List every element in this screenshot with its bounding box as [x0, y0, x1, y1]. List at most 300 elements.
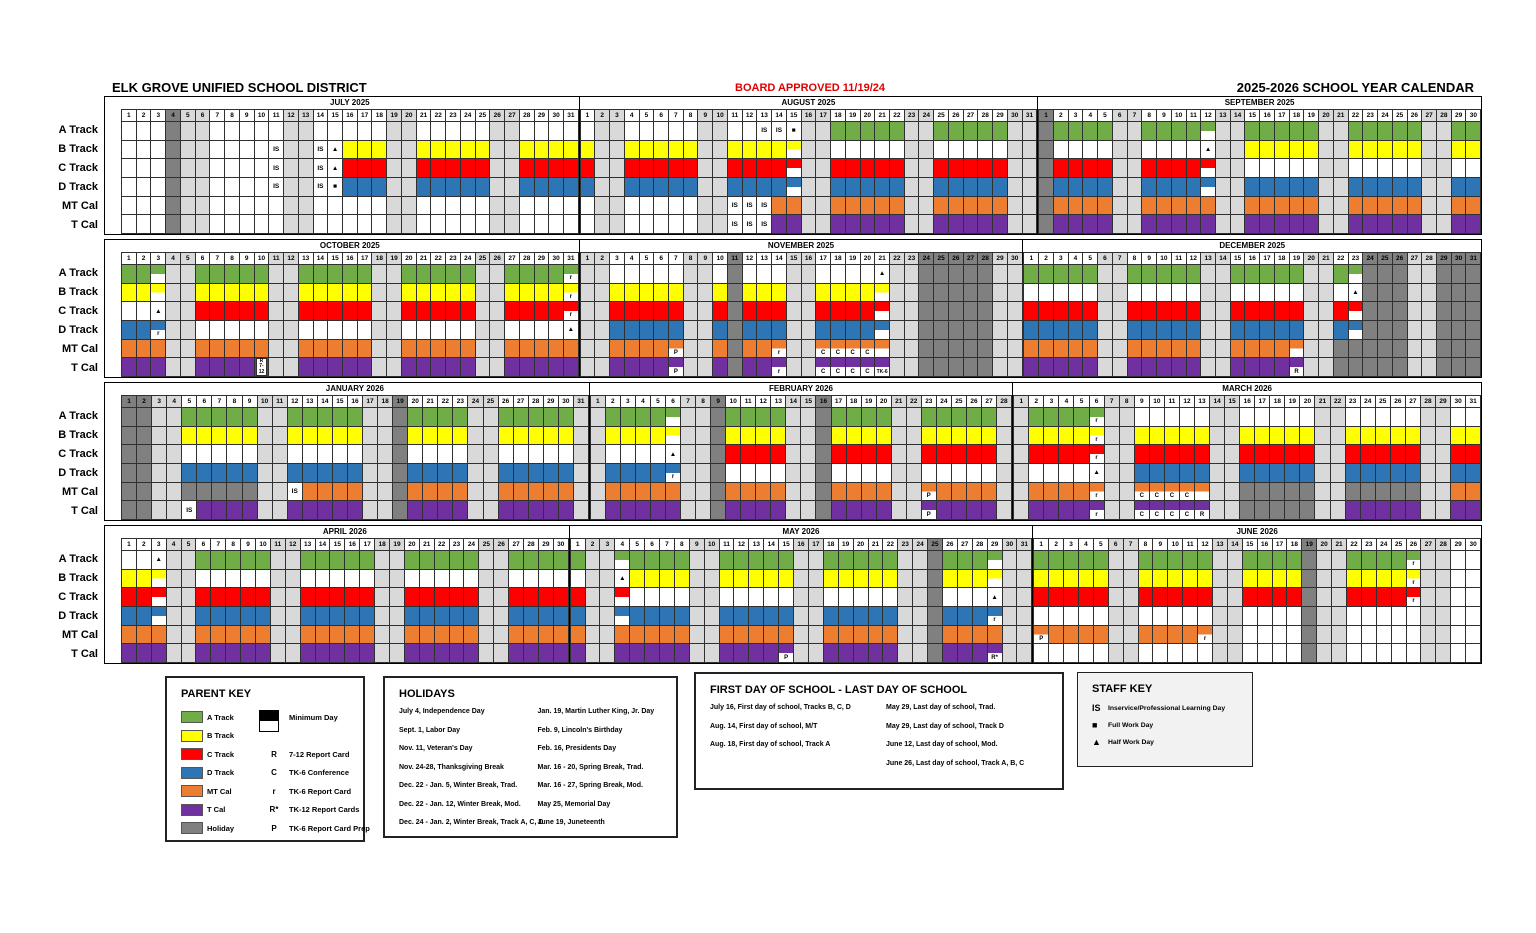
day-cell [1273, 644, 1288, 663]
day-cell [151, 159, 166, 178]
day-cell [299, 141, 314, 160]
day-cell [741, 501, 756, 520]
day-cell [1187, 122, 1202, 141]
day-number: 9 [241, 539, 256, 551]
day-cell [240, 215, 255, 234]
day-cell [571, 551, 586, 570]
day-cell [757, 122, 772, 141]
day-number: 29 [535, 253, 550, 265]
day-cell [743, 340, 758, 359]
day-cell [907, 501, 922, 520]
day-cell [967, 408, 982, 427]
day-cell [636, 501, 651, 520]
cell-mark: ▲ [1204, 145, 1212, 153]
day-cell [420, 570, 435, 589]
day-cell [595, 284, 610, 303]
cell-mark: R [1199, 511, 1205, 518]
day-number: 19 [1302, 539, 1317, 551]
day-number: 2 [137, 396, 152, 408]
day-cell [1437, 358, 1452, 377]
day-cell [1285, 445, 1300, 464]
day-number: 16 [794, 539, 809, 551]
day-cell [1349, 284, 1364, 303]
day-cell [137, 501, 152, 520]
day-cell [978, 265, 993, 284]
day-number: 21 [875, 110, 890, 122]
day-cell [494, 588, 509, 607]
day-cell [1142, 178, 1157, 197]
day-cell [1393, 215, 1408, 234]
day-cell [1128, 178, 1143, 197]
day-cell [1275, 340, 1290, 359]
day-cell [196, 141, 211, 160]
day-cell [934, 340, 949, 359]
day-cell [1452, 122, 1467, 141]
day-cell [520, 197, 535, 216]
first-day-column [710, 704, 886, 778]
day-cell [363, 464, 378, 483]
day-cell [949, 340, 964, 359]
track-row [570, 588, 1033, 607]
day-cell [1168, 626, 1183, 645]
day-cell [1466, 644, 1481, 663]
day-cell [1183, 644, 1198, 663]
day-cell [1331, 408, 1346, 427]
day-number: 22 [1349, 110, 1364, 122]
day-cell [615, 607, 630, 626]
day-cell [438, 501, 453, 520]
day-number: 31 [1466, 396, 1481, 408]
day-cell [1285, 427, 1300, 446]
cell-mark: ▲ [331, 145, 339, 153]
legend-symbol: C [271, 768, 277, 778]
day-cell [890, 265, 905, 284]
board-approved-text: BOARD APPROVED 11/19/24 [735, 82, 885, 94]
day-cell [832, 427, 847, 446]
day-cell [544, 464, 559, 483]
day-cell [1451, 445, 1466, 464]
day-cell [256, 607, 271, 626]
day-cell [832, 464, 847, 483]
day-cell [571, 626, 586, 645]
day-cell [166, 159, 181, 178]
day-cell [225, 122, 240, 141]
day-cell [1023, 215, 1038, 234]
day-number: 16 [343, 110, 358, 122]
day-cell [610, 340, 625, 359]
day-cell [993, 302, 1008, 321]
day-cell [417, 340, 432, 359]
day-number: 18 [1290, 110, 1305, 122]
day-cell [919, 215, 934, 234]
cell-mark: IS [291, 487, 298, 495]
day-cell [468, 408, 483, 427]
day-cell [122, 644, 137, 663]
day-cell [846, 215, 861, 234]
day-cell [1105, 427, 1120, 446]
month-title: FEBRUARY 2026 [768, 384, 833, 393]
day-cell [728, 141, 743, 160]
day-cell [698, 178, 713, 197]
day-cell [484, 445, 499, 464]
day-cell [358, 302, 373, 321]
day-cell [846, 197, 861, 216]
day-cell [358, 321, 373, 340]
day-cell [197, 483, 212, 502]
day-cell [1228, 588, 1243, 607]
day-number: 10 [1172, 110, 1187, 122]
day-cell [167, 408, 182, 427]
day-cell [343, 122, 358, 141]
day-number: 7 [669, 110, 684, 122]
day-number: 2 [1054, 110, 1069, 122]
day-cell [1287, 644, 1302, 663]
staff-key-label: Half Work Day [1108, 738, 1154, 746]
cell-mark: r [1412, 598, 1415, 605]
day-cell [387, 265, 402, 284]
cell-mark: r [569, 293, 573, 300]
day-cell [726, 501, 741, 520]
day-cell [408, 464, 423, 483]
day-number: 2 [1039, 253, 1054, 265]
day-cell [1240, 501, 1255, 520]
day-cell [255, 141, 270, 160]
day-cell [862, 464, 877, 483]
day-cell [982, 464, 997, 483]
first-day-item: Aug. 18, First day of school, Track A [710, 741, 831, 748]
day-cell [1083, 215, 1098, 234]
day-cell [809, 588, 824, 607]
day-cell [1319, 141, 1334, 160]
day-cell [1346, 483, 1361, 502]
day-number-row [121, 395, 589, 408]
day-cell [743, 215, 758, 234]
day-cell [937, 501, 952, 520]
day-cell [610, 321, 625, 340]
day-cell [1098, 302, 1113, 321]
day-cell [151, 358, 166, 377]
day-cell [1334, 358, 1349, 377]
day-cell [591, 483, 606, 502]
day-number: 11 [273, 396, 288, 408]
day-number: 26 [494, 539, 509, 551]
day-cell [1466, 607, 1481, 626]
day-cell [1437, 215, 1452, 234]
day-cell [690, 570, 705, 589]
day-cell [1406, 445, 1421, 464]
day-cell [137, 626, 152, 645]
day-cell [1290, 159, 1305, 178]
day-cell [705, 551, 720, 570]
day-cell [1124, 588, 1139, 607]
day-number: 19 [846, 110, 861, 122]
day-number: 20 [1319, 110, 1334, 122]
day-number: 21 [892, 396, 907, 408]
day-number: 8 [696, 396, 711, 408]
day-cell [741, 427, 756, 446]
day-cell [1407, 570, 1422, 589]
day-cell [625, 302, 640, 321]
day-cell [1466, 358, 1481, 377]
day-cell [520, 321, 535, 340]
cell-mark: r [1095, 418, 1098, 425]
day-number: 1 [1034, 539, 1049, 551]
day-cell [438, 408, 453, 427]
day-number: 17 [358, 253, 373, 265]
day-cell [539, 551, 554, 570]
day-cell [905, 321, 920, 340]
day-cell [684, 302, 699, 321]
day-cell [301, 607, 316, 626]
cell-mark: C [1139, 492, 1144, 499]
day-cell [1228, 626, 1243, 645]
day-cell [269, 340, 284, 359]
day-cell [1421, 483, 1436, 502]
day-number: 13 [299, 253, 314, 265]
day-cell [734, 570, 749, 589]
day-cell [1059, 445, 1074, 464]
day-cell [1172, 215, 1187, 234]
day-cell [1240, 427, 1255, 446]
day-cell [831, 321, 846, 340]
day-cell [610, 122, 625, 141]
day-cell [875, 159, 890, 178]
day-cell [586, 570, 601, 589]
day-cell [713, 197, 728, 216]
day-cell [197, 445, 212, 464]
day-cell [1437, 178, 1452, 197]
day-cell [890, 141, 905, 160]
day-number: 15 [787, 253, 802, 265]
day-cell [779, 644, 794, 663]
day-number: 11 [1165, 396, 1180, 408]
day-cell [372, 178, 387, 197]
day-cell [1377, 644, 1392, 663]
day-cell [757, 302, 772, 321]
day-cell [982, 427, 997, 446]
day-cell [756, 445, 771, 464]
day-cell [1069, 141, 1084, 160]
day-number: 23 [446, 253, 461, 265]
day-cell [581, 358, 596, 377]
day-cell [591, 445, 606, 464]
day-cell [1074, 408, 1089, 427]
day-cell [586, 551, 601, 570]
day-cell [832, 408, 847, 427]
day-cell [1029, 483, 1044, 502]
day-cell [1285, 408, 1300, 427]
day-cell [654, 265, 669, 284]
staff-key-title: STAFF KEY [1092, 683, 1153, 695]
day-number: 7 [210, 253, 225, 265]
day-cell [1363, 178, 1378, 197]
day-cell [301, 644, 316, 663]
day-cell [225, 197, 240, 216]
day-number: 26 [1408, 110, 1423, 122]
day-cell [847, 445, 862, 464]
day-cell [1332, 626, 1347, 645]
day-cell [1436, 501, 1451, 520]
day-cell [728, 284, 743, 303]
day-cell [240, 122, 255, 141]
day-cell [875, 321, 890, 340]
day-cell [299, 265, 314, 284]
day-cell [734, 644, 749, 663]
day-number: 12 [743, 110, 758, 122]
day-number: 18 [1270, 396, 1285, 408]
day-cell [1098, 265, 1113, 284]
day-cell [1466, 284, 1481, 303]
day-cell [1393, 159, 1408, 178]
day-number: 14 [1216, 253, 1231, 265]
holiday-item: May 25, Memorial Day [537, 800, 611, 808]
day-cell [1187, 321, 1202, 340]
day-number: 11 [1172, 253, 1187, 265]
day-cell [1157, 340, 1172, 359]
day-cell [802, 265, 817, 284]
day-cell [484, 501, 499, 520]
day-cell [1393, 122, 1408, 141]
day-cell [734, 551, 749, 570]
day-cell [402, 358, 417, 377]
day-cell [681, 445, 696, 464]
day-cell [1150, 445, 1165, 464]
day-cell [1408, 302, 1423, 321]
day-cell [890, 215, 905, 234]
day-cell [764, 551, 779, 570]
day-cell [861, 340, 876, 359]
day-cell [681, 427, 696, 446]
month-title: APRIL 2026 [322, 527, 367, 536]
day-cell [166, 321, 181, 340]
day-cell [1300, 483, 1315, 502]
day-number: 8 [226, 539, 241, 551]
cell-mark: IS [186, 506, 193, 514]
cell-mark: C [1184, 511, 1190, 518]
day-cell [167, 501, 182, 520]
day-cell [988, 644, 1003, 663]
day-cell [256, 588, 271, 607]
day-cell [1243, 551, 1258, 570]
track-label-c-track: C Track [58, 162, 98, 174]
day-cell [182, 607, 197, 626]
day-cell [801, 483, 816, 502]
day-cell [1064, 607, 1079, 626]
day-cell [958, 551, 973, 570]
day-cell [905, 284, 920, 303]
day-cell [1273, 607, 1288, 626]
day-cell [360, 570, 375, 589]
day-cell [654, 358, 669, 377]
day-number: 15 [1243, 539, 1258, 551]
cell-mark: C [850, 368, 855, 375]
day-cell [1216, 321, 1231, 340]
day-cell [846, 321, 861, 340]
day-cell [137, 284, 152, 303]
day-cell [615, 588, 630, 607]
day-cell [446, 178, 461, 197]
day-cell [509, 626, 524, 645]
day-cell [393, 501, 408, 520]
day-cell [1044, 483, 1059, 502]
day-cell [1213, 588, 1228, 607]
last-day-item: May 29, Last day of school, Track D [886, 722, 1004, 730]
day-cell [690, 644, 705, 663]
day-cell [549, 122, 564, 141]
day-cell [1195, 464, 1210, 483]
day-cell [1392, 570, 1407, 589]
day-cell [581, 159, 596, 178]
day-cell [892, 501, 907, 520]
day-cell [535, 159, 550, 178]
day-cell [757, 215, 772, 234]
track-row [1033, 551, 1481, 570]
day-cell [1090, 483, 1105, 502]
month-title: JANUARY 2026 [325, 384, 384, 393]
day-cell [1216, 122, 1231, 141]
day-number: 13 [301, 539, 316, 551]
day-number: 15 [330, 539, 345, 551]
day-cell [375, 588, 390, 607]
day-cell [862, 408, 877, 427]
day-cell [241, 588, 256, 607]
day-cell [883, 607, 898, 626]
day-cell [1113, 141, 1128, 160]
day-cell [681, 501, 696, 520]
day-cell [1363, 215, 1378, 234]
day-cell [922, 483, 937, 502]
day-number: 26 [1393, 253, 1408, 265]
day-cell [1406, 483, 1421, 502]
day-cell [973, 644, 988, 663]
day-cell [476, 122, 491, 141]
track-row [590, 445, 1012, 464]
day-cell [666, 445, 681, 464]
day-cell [402, 178, 417, 197]
day-cell [1054, 358, 1069, 377]
day-cell [520, 141, 535, 160]
day-cell [1135, 445, 1150, 464]
day-cell [1090, 445, 1105, 464]
day-cell [1334, 215, 1349, 234]
track-row [1038, 159, 1481, 178]
day-cell [621, 427, 636, 446]
day-cell [333, 464, 348, 483]
day-cell [1290, 321, 1305, 340]
day-cell [595, 215, 610, 234]
cell-mark: ▲ [1352, 288, 1359, 296]
day-cell [1039, 159, 1054, 178]
day-cell [211, 644, 226, 663]
day-cell [595, 197, 610, 216]
day-cell [225, 265, 240, 284]
day-cell [1391, 427, 1406, 446]
day-cell [564, 265, 579, 284]
day-cell [328, 141, 343, 160]
staff-key-label: Full Work Day [1108, 721, 1154, 729]
day-cell [802, 197, 817, 216]
track-label-a-track: A Track [58, 553, 98, 565]
day-cell [450, 588, 465, 607]
day-number: 4 [1059, 396, 1074, 408]
day-cell [919, 265, 934, 284]
day-cell [210, 215, 225, 234]
day-cell [288, 483, 303, 502]
day-cell [1017, 607, 1032, 626]
day-cell [772, 321, 787, 340]
day-number: 23 [1362, 539, 1377, 551]
track-row [1033, 570, 1481, 589]
